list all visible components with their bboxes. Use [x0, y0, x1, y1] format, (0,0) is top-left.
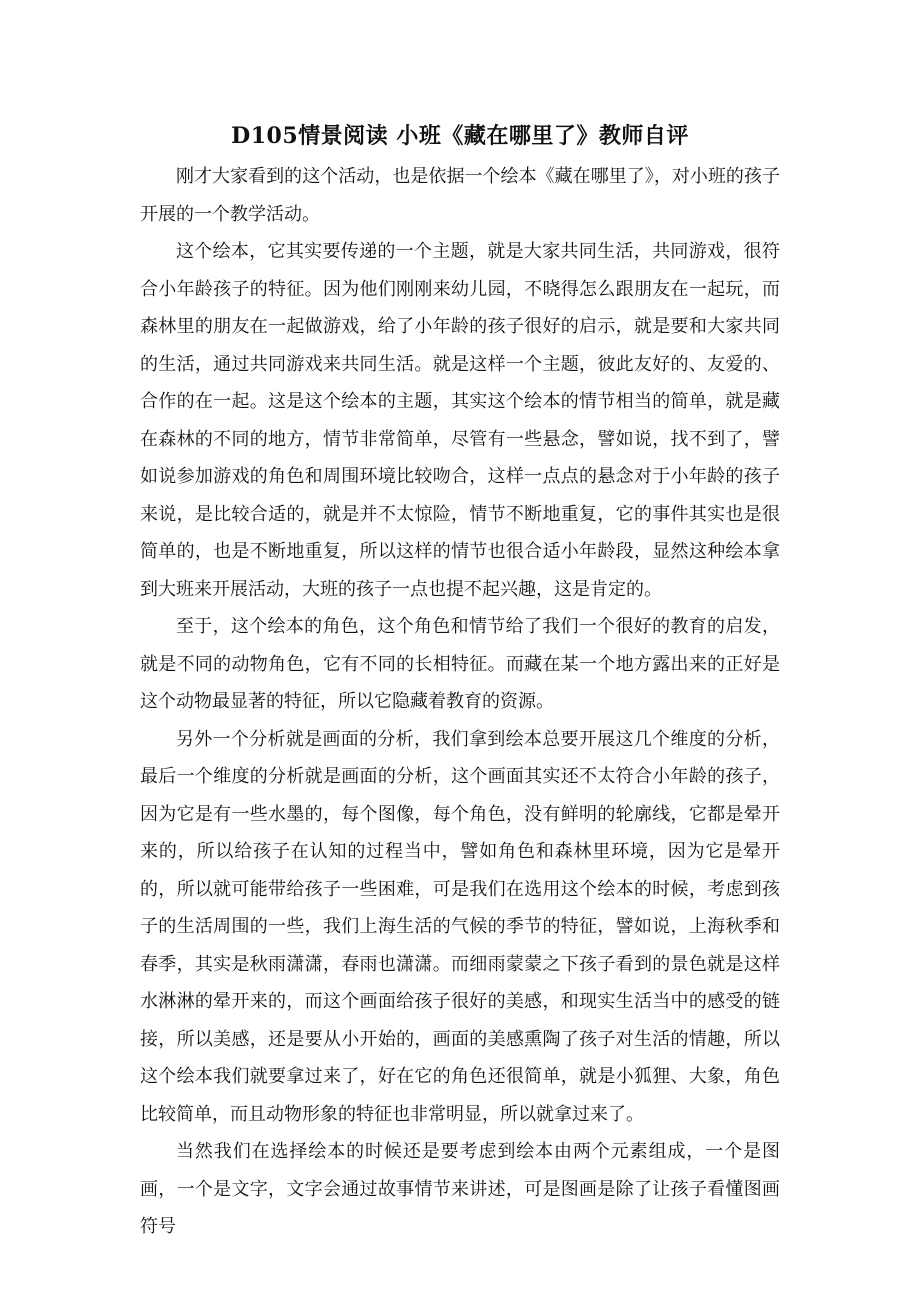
paragraph: 这个绘本，它其实要传递的一个主题，就是大家共同生活，共同游戏，很符合小年龄孩子的特征。因为他们刚刚来幼儿园，不晓得怎么跟朋友在一起玩，而森林里的朋友在一起做游戏，给了小年龄的孩子很好的启示，就是要和大家共同的生活，通过共同游戏来共同生活。就是这样一个主题，彼此友好的、友爱的、合作的在一起。这是这个绘本的主题，其实这个绘本的情节相当的简单，就是藏在森林的不同的地方，情节非常简单，尽管有一些悬念，譬如说，找不到了，譬如说参加游戏的角色和周围环境比较吻合，这样一点点的悬念对于小年龄的孩子来说，是比较合适的，就是并不太惊险，情节不断地重复，它的事件其实也是很简单的，也是不断地重复，所以这样的情节也很合适小年龄段，显然这种绘本拿到大班来开展活动，大班的孩子一点也提不起兴趣，这是肯定的。 [140, 241, 780, 600]
paragraph: 至于，这个绘本的角色，这个角色和情节给了我们一个很好的教育的启发，就是不同的动物角色，它有不同的长相特征。而藏在某一个地方露出来的正好是这个动物最显著的特征，所以它隐藏着教育的资源。 [140, 616, 780, 712]
paragraph: 另外一个分析就是画面的分析，我们拿到绘本总要开展这几个维度的分析，最后一个维度的分析就是画面的分析，这个画面其实还不太符合小年龄的孩子，因为它是有一些水墨的，每个图像，每个角色，没有鲜明的轮廓线，它都是晕开来的，所以给孩子在认知的过程当中，譬如角色和森林里环境，因为它是晕开的，所以就可能带给孩子一些困难，可是我们在选用这个绘本的时候，考虑到孩子的生活周围的一些，我们上海生活的气候的季节的特征，譬如说，上海秋季和春季，其实是秋雨潇潇，春雨也潇潇。而细雨蒙蒙之下孩子看到的景色就是这样水淋淋的晕开来的，而这个画面给孩子很好的美感，和现实生活当中的感受的链接，所以美感，还是要从小开始的，画面的美感熏陶了孩子对生活的情趣，所以这个绘本我们就要拿过来了，好在它的角色还很简单，就是小狐狸、大象，角色比较简单，而且动物形象的特征也非常明显，所以就拿过来了。 [140, 728, 780, 1125]
paragraph: 当然我们在选择绘本的时候还是要考虑到绘本由两个元素组成，一个是图画，一个是文字，文字会通过故事情节来讲述，可是图画是除了让孩子看懂图画符号 [140, 1141, 780, 1237]
document-body [140, 158, 780, 1246]
document-title: D105情景阅读 小班《藏在哪里了》教师自评 [231, 123, 689, 149]
paragraph: 刚才大家看到的这个活动，也是依据一个绘本《藏在哪里了》，对小班的孩子开展的一个教学活动。 [140, 166, 780, 225]
